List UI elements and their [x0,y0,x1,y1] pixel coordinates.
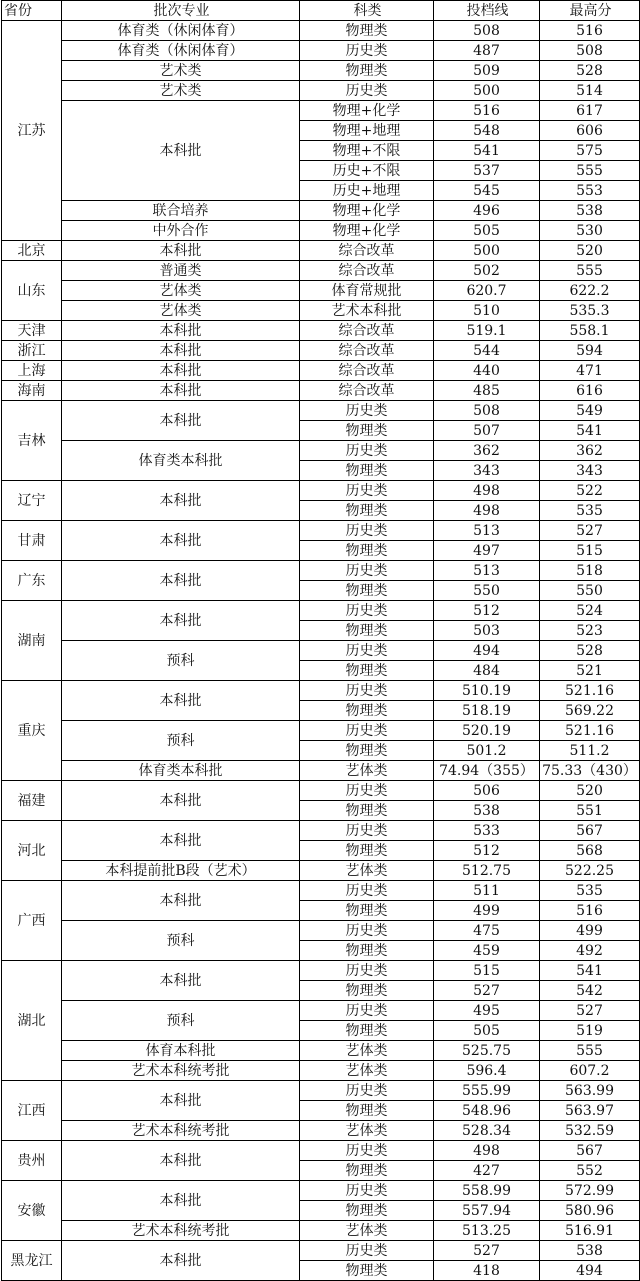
batch-cell: 本科批 [62,601,300,641]
max-score-cell: 516 [540,901,640,921]
subject-cell: 历史类 [300,881,434,901]
cutoff-score-cell: 500 [434,81,540,101]
cutoff-score-cell: 503 [434,621,540,641]
batch-cell: 艺术类 [62,81,300,101]
subject-cell: 物理类 [300,841,434,861]
province-cell: 贵州 [2,1141,62,1181]
cutoff-score-cell: 475 [434,921,540,941]
subject-cell: 历史类 [300,961,434,981]
max-score-cell: 552 [540,1161,640,1181]
cutoff-score-cell: 509 [434,61,540,81]
table-row [2,641,640,661]
cutoff-score-cell: 541 [434,141,540,161]
subject-cell: 物理类 [300,541,434,561]
subject-cell: 物理类 [300,701,434,721]
cutoff-score-cell: 513 [434,521,540,541]
table-row [2,61,640,81]
max-score-cell: 575 [540,141,640,161]
subject-cell: 物理类 [300,901,434,921]
subject-cell: 艺体类 [300,761,434,781]
max-score-cell: 563.97 [540,1101,640,1121]
max-score-cell: 532.59 [540,1121,640,1141]
table-row [2,241,640,261]
max-score-cell: 527 [540,521,640,541]
batch-cell: 本科批 [62,1181,300,1221]
province-cell: 天津 [2,321,62,341]
max-score-cell: 594 [540,341,640,361]
cutoff-score-cell: 485 [434,381,540,401]
subject-cell: 综合改革 [300,321,434,341]
subject-cell: 物理类 [300,1261,434,1281]
table-row [2,561,640,581]
subject-cell: 综合改革 [300,381,434,401]
table-row [2,481,640,501]
subject-cell: 历史类 [300,601,434,621]
header-cutoff-score: 投档线 [434,1,540,21]
province-cell: 重庆 [2,681,62,781]
batch-cell: 本科批 [62,881,300,921]
subject-cell: 物理类 [300,581,434,601]
table-row [2,201,640,221]
subject-cell: 物理类 [300,1021,434,1041]
table-row [2,21,640,41]
subject-cell: 历史类 [300,1141,434,1161]
cutoff-score-cell: 516 [434,101,540,121]
max-score-cell: 521.16 [540,681,640,701]
subject-cell: 历史类 [300,1001,434,1021]
header-row [2,1,640,21]
cutoff-score-cell: 495 [434,1001,540,1021]
cutoff-score-cell: 558.99 [434,1181,540,1201]
subject-cell: 综合改革 [300,341,434,361]
batch-cell: 中外合作 [62,221,300,241]
table-row [2,441,640,461]
subject-cell: 历史+地理 [300,181,434,201]
province-cell: 河北 [2,821,62,881]
subject-cell: 历史类 [300,681,434,701]
max-score-cell: 530 [540,221,640,241]
max-score-cell: 520 [540,241,640,261]
batch-cell: 预科 [62,721,300,761]
max-score-cell: 514 [540,81,640,101]
cutoff-score-cell: 499 [434,901,540,921]
cutoff-score-cell: 620.7 [434,281,540,301]
subject-cell: 综合改革 [300,261,434,281]
cutoff-score-cell: 440 [434,361,540,381]
subject-cell: 物理类 [300,741,434,761]
max-score-cell: 508 [540,41,640,61]
max-score-cell: 551 [540,801,640,821]
batch-cell: 预科 [62,1001,300,1041]
max-score-cell: 511.2 [540,741,640,761]
cutoff-score-cell: 510.19 [434,681,540,701]
max-score-cell: 521 [540,661,640,681]
cutoff-score-cell: 362 [434,441,540,461]
max-score-cell: 523 [540,621,640,641]
max-score-cell: 580.96 [540,1201,640,1221]
subject-cell: 艺体类 [300,1041,434,1061]
cutoff-score-cell: 550 [434,581,540,601]
batch-cell: 体育本科批 [62,1041,300,1061]
province-cell: 江苏 [2,21,62,241]
province-cell: 吉林 [2,401,62,481]
max-score-cell: 494 [540,1261,640,1281]
batch-cell: 本科批 [62,381,300,401]
batch-cell: 本科批 [62,341,300,361]
cutoff-score-cell: 500 [434,241,540,261]
max-score-cell: 563.99 [540,1081,640,1101]
cutoff-score-cell: 497 [434,541,540,561]
table-row [2,721,640,741]
cutoff-score-cell: 527 [434,981,540,1001]
subject-cell: 历史类 [300,401,434,421]
batch-cell: 本科批 [62,481,300,521]
max-score-cell: 616 [540,381,640,401]
province-cell: 福建 [2,781,62,821]
subject-cell: 艺体类 [300,1061,434,1081]
cutoff-score-cell: 506 [434,781,540,801]
max-score-cell: 617 [540,101,640,121]
cutoff-score-cell: 501.2 [434,741,540,761]
max-score-cell: 499 [540,921,640,941]
subject-cell: 艺术本科批 [300,301,434,321]
cutoff-score-cell: 512.75 [434,861,540,881]
cutoff-score-cell: 518.19 [434,701,540,721]
max-score-cell: 567 [540,821,640,841]
max-score-cell: 555 [540,261,640,281]
cutoff-score-cell: 343 [434,461,540,481]
cutoff-score-cell: 513 [434,561,540,581]
table-row [2,861,640,881]
subject-cell: 历史类 [300,561,434,581]
cutoff-score-cell: 494 [434,641,540,661]
max-score-cell: 569.22 [540,701,640,721]
batch-cell: 本科批 [62,1081,300,1121]
province-cell: 山东 [2,261,62,321]
table-row [2,781,640,801]
cutoff-score-cell: 502 [434,261,540,281]
max-score-cell: 607.2 [540,1061,640,1081]
cutoff-score-cell: 515 [434,961,540,981]
cutoff-score-cell: 557.94 [434,1201,540,1221]
batch-cell: 本科批 [62,821,300,861]
cutoff-score-cell: 519.1 [434,321,540,341]
max-score-cell: 535 [540,881,640,901]
table-row [2,961,640,981]
batch-cell: 体育类（休闲体育） [62,41,300,61]
subject-cell: 物理类 [300,461,434,481]
cutoff-score-cell: 511 [434,881,540,901]
max-score-cell: 362 [540,441,640,461]
table-row [2,1081,640,1101]
max-score-cell: 522.25 [540,861,640,881]
max-score-cell: 535 [540,501,640,521]
batch-cell: 体育类本科批 [62,761,300,781]
subject-cell: 物理类 [300,981,434,1001]
province-cell: 浙江 [2,341,62,361]
table-row [2,321,640,341]
subject-cell: 物理类 [300,801,434,821]
batch-cell: 本科批 [62,681,300,721]
batch-cell: 本科批 [62,321,300,341]
table-row [2,1221,640,1241]
table-row [2,1061,640,1081]
max-score-cell: 622.2 [540,281,640,301]
table-row [2,681,640,701]
table-row [2,401,640,421]
cutoff-score-cell: 520.19 [434,721,540,741]
cutoff-score-cell: 508 [434,401,540,421]
batch-cell: 本科批 [62,561,300,601]
table-row [2,1001,640,1021]
max-score-cell: 527 [540,1001,640,1021]
table-row [2,761,640,781]
header-subject: 科类 [300,1,434,21]
max-score-cell: 471 [540,361,640,381]
max-score-cell: 518 [540,561,640,581]
subject-cell: 历史类 [300,781,434,801]
max-score-cell: 541 [540,421,640,441]
batch-cell: 本科批 [62,401,300,441]
batch-cell: 普通类 [62,261,300,281]
table-row [2,281,640,301]
subject-cell: 物理类 [300,941,434,961]
subject-cell: 物理+化学 [300,101,434,121]
table-row [2,601,640,621]
max-score-cell: 558.1 [540,321,640,341]
table-row [2,41,640,61]
subject-cell: 艺体类 [300,861,434,881]
max-score-cell: 572.99 [540,1181,640,1201]
max-score-cell: 553 [540,181,640,201]
table-row [2,921,640,941]
subject-cell: 物理+化学 [300,201,434,221]
cutoff-score-cell: 533 [434,821,540,841]
table-row [2,1041,640,1061]
province-cell: 黑龙江 [2,1241,62,1281]
cutoff-score-cell: 545 [434,181,540,201]
table-body [2,21,640,1281]
table-row [2,301,640,321]
subject-cell: 历史类 [300,1181,434,1201]
cutoff-score-cell: 484 [434,661,540,681]
cutoff-score-cell: 525.75 [434,1041,540,1061]
table-row [2,881,640,901]
province-cell: 安徽 [2,1181,62,1241]
province-cell: 广西 [2,881,62,961]
max-score-cell: 521.16 [540,721,640,741]
cutoff-score-cell: 505 [434,221,540,241]
table-row [2,1241,640,1261]
batch-cell: 本科批 [62,521,300,561]
batch-cell: 本科批 [62,1141,300,1181]
subject-cell: 物理+地理 [300,121,434,141]
batch-cell: 艺术本科统考批 [62,1221,300,1241]
subject-cell: 历史类 [300,441,434,461]
max-score-cell: 524 [540,601,640,621]
table-row [2,521,640,541]
cutoff-score-cell: 459 [434,941,540,961]
cutoff-score-cell: 555.99 [434,1081,540,1101]
cutoff-score-cell: 528.34 [434,1121,540,1141]
batch-cell: 艺术类 [62,61,300,81]
max-score-cell: 492 [540,941,640,961]
max-score-cell: 542 [540,981,640,1001]
cutoff-score-cell: 512 [434,841,540,861]
cutoff-score-cell: 512 [434,601,540,621]
batch-cell: 预科 [62,641,300,681]
province-cell: 江西 [2,1081,62,1141]
batch-cell: 艺术本科统考批 [62,1061,300,1081]
subject-cell: 物理类 [300,61,434,81]
cutoff-score-cell: 498 [434,501,540,521]
subject-cell: 艺体类 [300,1121,434,1141]
subject-cell: 综合改革 [300,361,434,381]
max-score-cell: 555 [540,1041,640,1061]
table-row [2,821,640,841]
table-row [2,101,640,121]
subject-cell: 体育常规批 [300,281,434,301]
subject-cell: 物理类 [300,501,434,521]
cutoff-score-cell: 496 [434,201,540,221]
subject-cell: 物理类 [300,421,434,441]
subject-cell: 历史类 [300,1081,434,1101]
table-row [2,381,640,401]
subject-cell: 历史类 [300,821,434,841]
max-score-cell: 515 [540,541,640,561]
table-row [2,1121,640,1141]
max-score-cell: 520 [540,781,640,801]
cutoff-score-cell: 510 [434,301,540,321]
cutoff-score-cell: 498 [434,481,540,501]
subject-cell: 综合改革 [300,241,434,261]
subject-cell: 历史类 [300,1241,434,1261]
subject-cell: 物理类 [300,661,434,681]
province-cell: 甘肃 [2,521,62,561]
subject-cell: 历史类 [300,81,434,101]
subject-cell: 物理类 [300,1201,434,1221]
table-row [2,1141,640,1161]
cutoff-score-cell: 507 [434,421,540,441]
max-score-cell: 538 [540,201,640,221]
subject-cell: 历史类 [300,41,434,61]
cutoff-score-cell: 544 [434,341,540,361]
cutoff-score-cell: 418 [434,1261,540,1281]
table-row [2,1181,640,1201]
max-score-cell: 567 [540,1141,640,1161]
cutoff-score-cell: 498 [434,1141,540,1161]
cutoff-score-cell: 538 [434,801,540,821]
max-score-cell: 516 [540,21,640,41]
batch-cell: 联合培养 [62,201,300,221]
batch-cell: 艺体类 [62,301,300,321]
max-score-cell: 555 [540,161,640,181]
province-cell: 辽宁 [2,481,62,521]
table-row [2,221,640,241]
admission-score-table [1,0,640,1281]
max-score-cell: 606 [540,121,640,141]
max-score-cell: 550 [540,581,640,601]
subject-cell: 历史+不限 [300,161,434,181]
batch-cell: 本科批 [62,961,300,1001]
table-row [2,81,640,101]
max-score-cell: 519 [540,1021,640,1041]
subject-cell: 物理类 [300,621,434,641]
cutoff-score-cell: 527 [434,1241,540,1261]
max-score-cell: 535.3 [540,301,640,321]
subject-cell: 艺体类 [300,1221,434,1241]
province-cell: 上海 [2,361,62,381]
header-batch: 批次专业 [62,1,300,21]
cutoff-score-cell: 537 [434,161,540,181]
batch-cell: 本科批 [62,101,300,201]
cutoff-score-cell: 427 [434,1161,540,1181]
batch-cell: 体育类本科批 [62,441,300,481]
province-cell: 海南 [2,381,62,401]
cutoff-score-cell: 487 [434,41,540,61]
subject-cell: 历史类 [300,921,434,941]
max-score-cell: 541 [540,961,640,981]
table-row [2,361,640,381]
max-score-cell: 522 [540,481,640,501]
table-row [2,261,640,281]
cutoff-score-cell: 548.96 [434,1101,540,1121]
cutoff-score-cell: 548 [434,121,540,141]
province-cell: 北京 [2,241,62,261]
subject-cell: 历史类 [300,721,434,741]
province-cell: 广东 [2,561,62,601]
header-max-score: 最高分 [540,1,640,21]
batch-cell: 艺术本科统考批 [62,1121,300,1141]
province-cell: 湖北 [2,961,62,1081]
batch-cell: 本科批 [62,1241,300,1281]
province-cell: 湖南 [2,601,62,681]
subject-cell: 历史类 [300,641,434,661]
subject-cell: 物理+化学 [300,221,434,241]
subject-cell: 物理+不限 [300,141,434,161]
max-score-cell: 343 [540,461,640,481]
batch-cell: 预科 [62,921,300,961]
header-province: 省份 [2,1,62,21]
batch-cell: 体育类（休闲体育） [62,21,300,41]
max-score-cell: 528 [540,641,640,661]
max-score-cell: 538 [540,1241,640,1261]
table-row [2,341,640,361]
cutoff-score-cell: 508 [434,21,540,41]
subject-cell: 物理类 [300,21,434,41]
batch-cell: 本科批 [62,361,300,381]
cutoff-score-cell: 596.4 [434,1061,540,1081]
subject-cell: 历史类 [300,481,434,501]
batch-cell: 本科批 [62,241,300,261]
max-score-cell: 568 [540,841,640,861]
cutoff-score-cell: 74.94（355） [434,761,540,781]
max-score-cell: 528 [540,61,640,81]
batch-cell: 本科提前批B段（艺术） [62,861,300,881]
subject-cell: 物理类 [300,1161,434,1181]
cutoff-score-cell: 513.25 [434,1221,540,1241]
batch-cell: 本科批 [62,781,300,821]
max-score-cell: 75.33（430） [540,761,640,781]
subject-cell: 物理类 [300,1101,434,1121]
subject-cell: 历史类 [300,521,434,541]
max-score-cell: 549 [540,401,640,421]
max-score-cell: 516.91 [540,1221,640,1241]
cutoff-score-cell: 505 [434,1021,540,1041]
batch-cell: 艺体类 [62,281,300,301]
